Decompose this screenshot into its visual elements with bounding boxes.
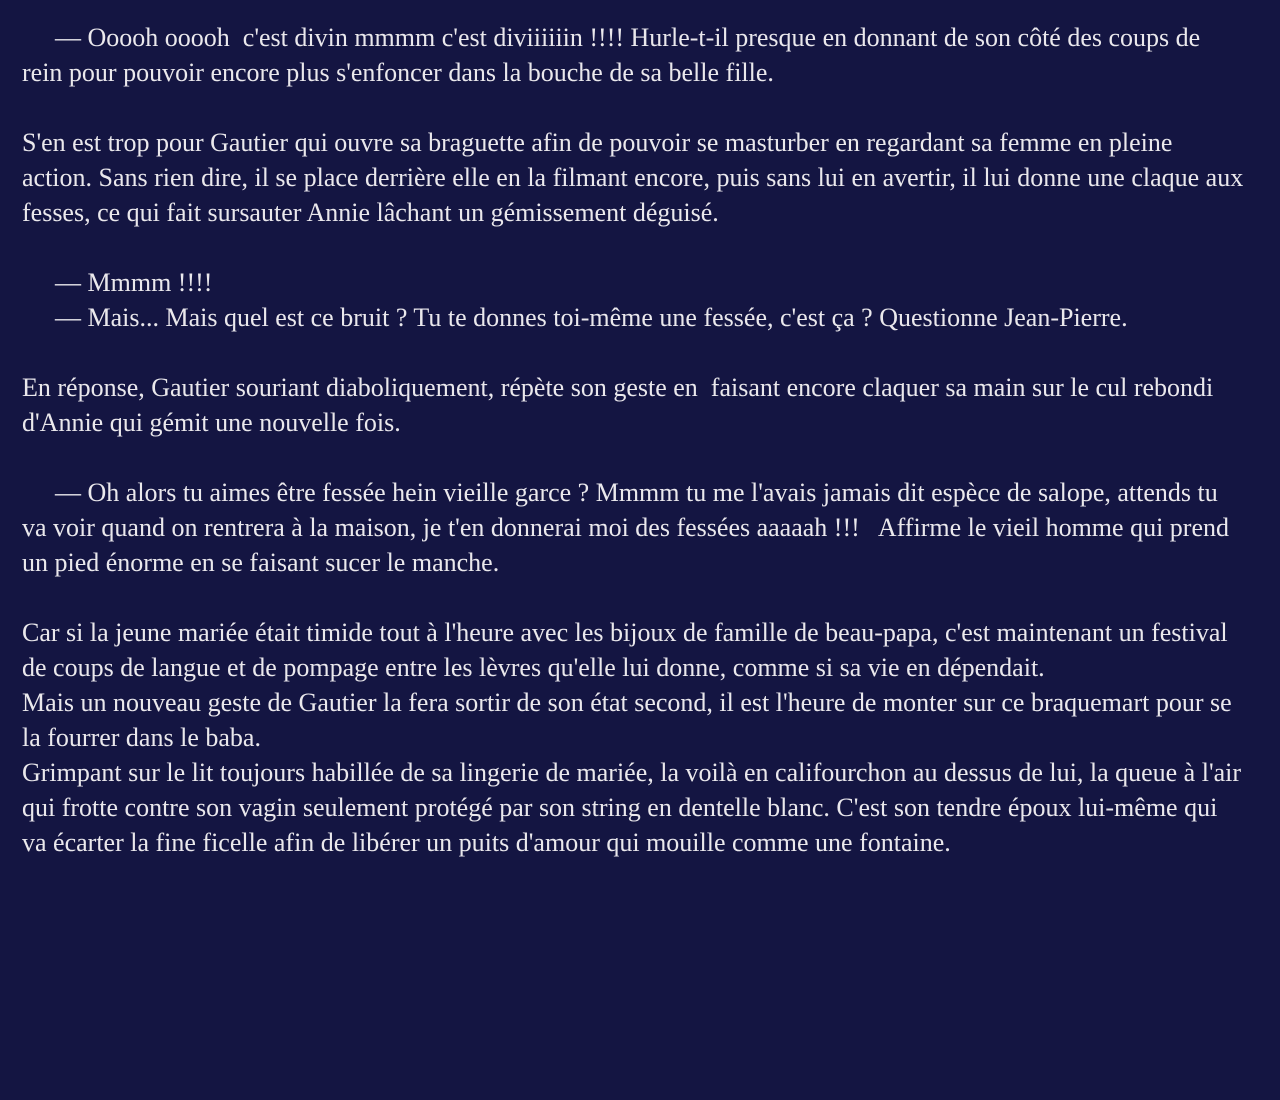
paragraph-block xyxy=(22,475,1244,580)
dialogue-paragraph: — Ooooh ooooh c'est divin mmmm c'est diviiiiiin !!!! Hurle-t-il presque en donnant de son côté des coups de rein pour pouvoir encore plus s'enfoncer dans la bouche de sa belle fille. xyxy=(22,23,1207,87)
story-text xyxy=(22,20,1250,860)
narrative-paragraph: S'en est trop pour Gautier qui ouvre sa braguette afin de pouvoir se masturber en regardant sa femme en pleine action. Sans rien dire, il se place derrière elle en la filmant encore, puis sans lui en avertir, il lui donne une claque aux fesses, ce qui fait sursauter Annie lâchant un gémissement déguisé. xyxy=(22,128,1250,227)
paragraph-block xyxy=(22,370,1244,440)
dialogue-paragraph: — Oh alors tu aimes être fessée hein vieille garce ? Mmmm tu me l'avais jamais dit espèce de salope, attends tu va voir quand on rentrera à la maison, je t'en donnerai moi des fessées aaaaah !!! Affirme le vieil homme qui prend un pied énorme en se faisant sucer le manche. xyxy=(22,478,1236,577)
dialogue-paragraph: — Mais... Mais quel est ce bruit ? Tu te donnes toi-même une fessée, c'est ça ? Questionne Jean-Pierre. xyxy=(55,303,1128,332)
paragraph-block xyxy=(22,265,1244,335)
narrative-paragraph: Mais un nouveau geste de Gautier la fera sortir de son état second, il est l'heure de monter sur ce braquemart pour se la fourrer dans le baba. xyxy=(22,688,1239,752)
dialogue-paragraph: — Mmmm !!!! xyxy=(55,268,213,297)
narrative-paragraph: En réponse, Gautier souriant diaboliquement, répète son geste en faisant encore claquer sa main sur le cul rebondi d'Annie qui gémit une nouvelle fois. xyxy=(22,373,1220,437)
paragraph-block xyxy=(22,615,1248,860)
paragraph-block xyxy=(22,20,1244,90)
narrative-paragraph: Grimpant sur le lit toujours habillée de sa lingerie de mariée, la voilà en califourchon au dessus de lui, la queue à l'air qui frotte contre son vagin seulement protégé par son string en dentelle blanc. C'est son tendre époux lui-même qui va écarter la fine ficelle afin de libérer un puits d'amour qui mouille comme une fontaine. xyxy=(22,758,1248,857)
paragraph-block xyxy=(22,125,1250,230)
narrative-paragraph: Car si la jeune mariée était timide tout à l'heure avec les bijoux de famille de beau-papa, c'est maintenant un festival de coups de langue et de pompage entre les lèvres qu'elle lui donne, comme si sa vie en dépendait. xyxy=(22,618,1235,682)
